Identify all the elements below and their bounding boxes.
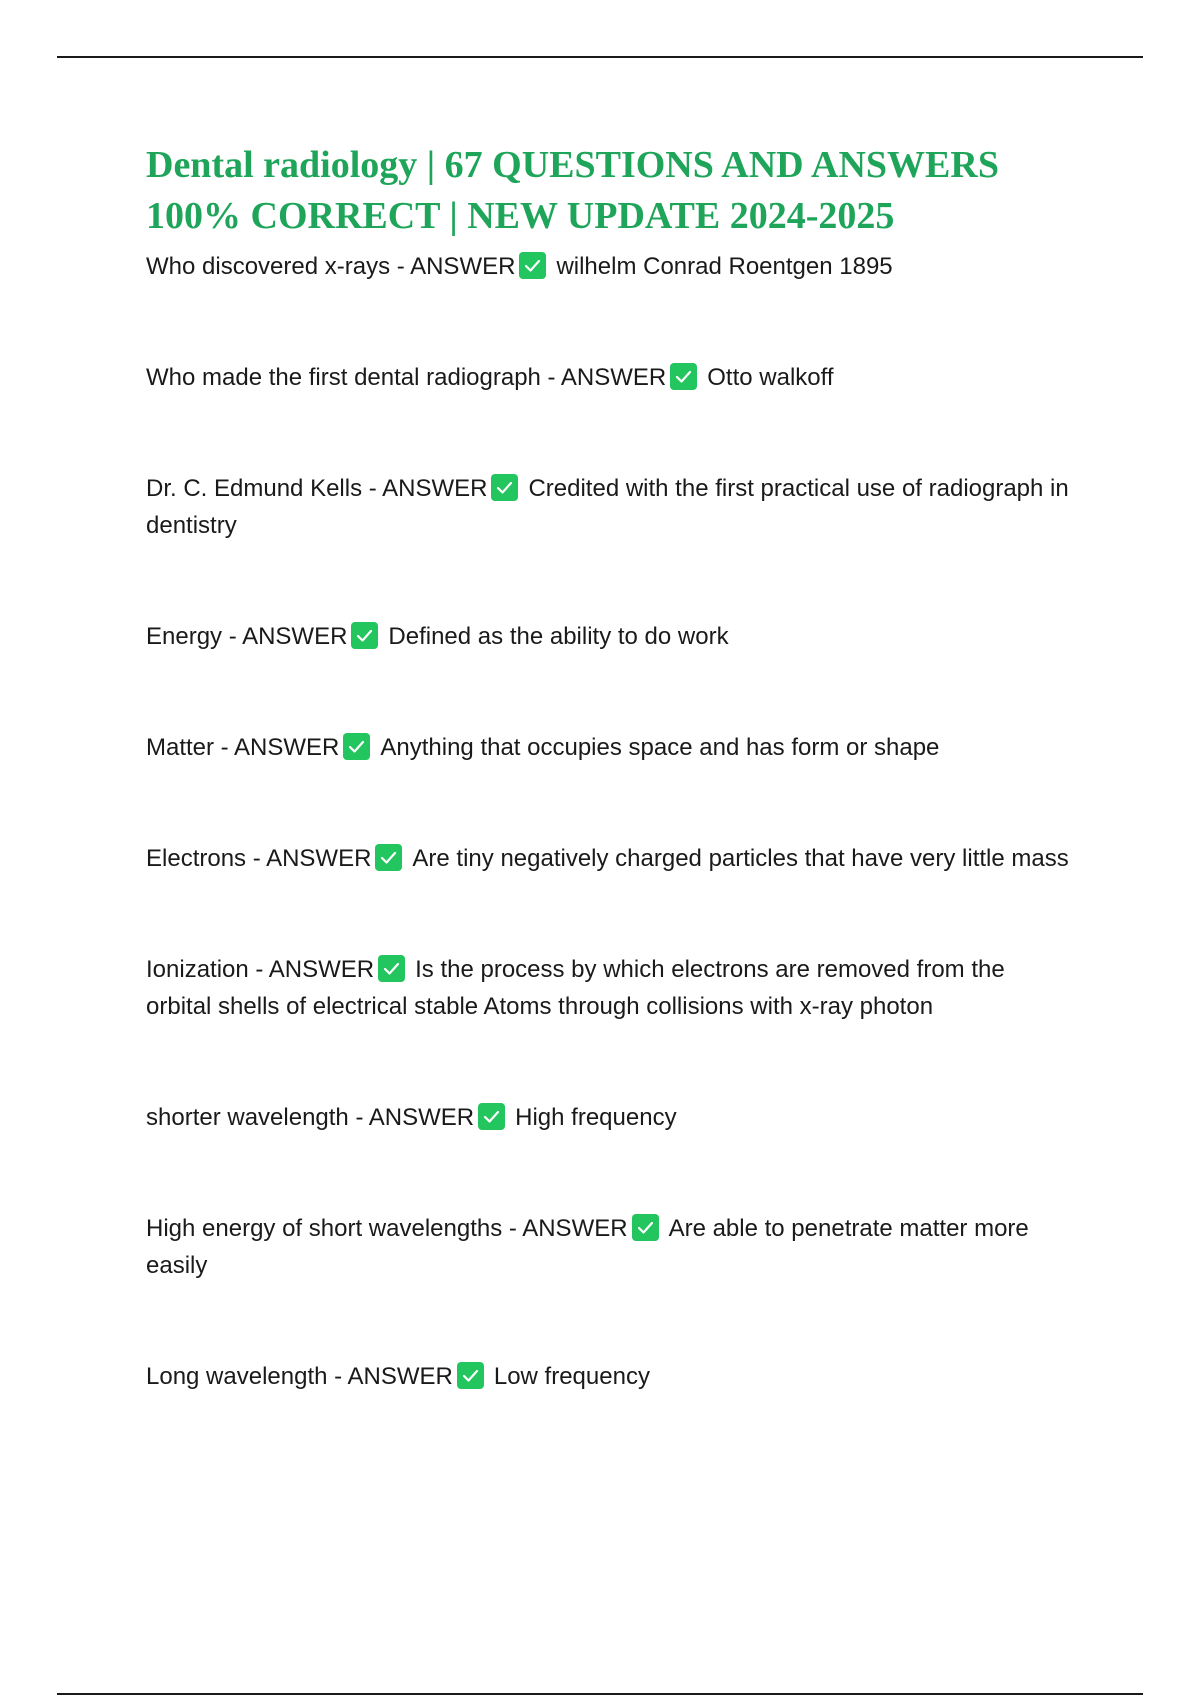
- document-body: [146, 140, 1076, 1469]
- answer-text: Is the process by which electrons are removed from the orbital shells of electrical stable Atoms through collisions with x-ray photon: [146, 956, 1005, 1020]
- answer-text: Are tiny negatively charged particles that have very little mass: [412, 845, 1069, 872]
- separator: -: [214, 734, 235, 761]
- check-mark-icon: [519, 252, 546, 279]
- answer-text: wilhelm Conrad Roentgen 1895: [556, 253, 893, 280]
- question-text: shorter wavelength: [146, 1104, 349, 1131]
- answer-text: Defined as the ability to do work: [388, 623, 729, 650]
- qa-item: [146, 248, 1076, 285]
- answer-label: ANSWER: [242, 623, 348, 650]
- separator: -: [390, 253, 411, 280]
- separator: -: [222, 623, 243, 650]
- qa-item: [146, 1358, 1076, 1395]
- separator: -: [348, 1104, 369, 1131]
- qa-item: [146, 1099, 1076, 1136]
- answer-label: ANSWER: [268, 956, 375, 983]
- question-text: Long wavelength: [146, 1363, 328, 1390]
- question-text: Ionization: [146, 956, 249, 983]
- answer-label: ANSWER: [347, 1363, 453, 1390]
- separator: -: [246, 845, 267, 872]
- answer-text: Otto walkoff: [707, 364, 834, 391]
- answer-label: ANSWER: [522, 1215, 628, 1242]
- check-mark-icon: [378, 955, 405, 982]
- check-mark-icon: [491, 474, 518, 501]
- separator: -: [327, 1363, 348, 1390]
- answer-label: ANSWER: [410, 253, 516, 280]
- check-mark-icon: [343, 733, 370, 760]
- check-mark-icon: [632, 1214, 659, 1241]
- check-mark-icon: [670, 363, 697, 390]
- question-text: Who made the first dental radiograph: [146, 364, 541, 391]
- qa-item: [146, 1210, 1076, 1284]
- answer-label: ANSWER: [382, 475, 488, 502]
- answer-text: Anything that occupies space and has form or shape: [380, 734, 940, 761]
- check-mark-icon: [351, 622, 378, 649]
- answer-label: ANSWER: [266, 845, 372, 872]
- separator: -: [540, 364, 561, 391]
- separator: -: [248, 956, 269, 983]
- answer-text: Low frequency: [493, 1363, 650, 1390]
- question-text: Matter: [146, 734, 215, 761]
- qa-list: [146, 248, 1076, 1395]
- check-mark-icon: [457, 1362, 484, 1389]
- separator: -: [502, 1215, 523, 1242]
- check-mark-icon: [478, 1103, 505, 1130]
- answer-label: ANSWER: [560, 364, 667, 391]
- check-mark-icon: [375, 844, 402, 871]
- bottom-rule: [57, 1693, 1143, 1695]
- answer-text: Are able to penetrate matter more easily: [146, 1215, 1029, 1279]
- answer-text: Credited with the first practical use of radiograph in dentistry: [146, 475, 1069, 539]
- question-text: Dr. C. Edmund Kells: [146, 475, 363, 502]
- qa-item: [146, 840, 1076, 877]
- qa-item: [146, 729, 1076, 766]
- separator: -: [362, 475, 383, 502]
- document-title: Dental radiology | 67 QUESTIONS AND ANSWERS 100% CORRECT | NEW UPDATE 2024-2025: [146, 144, 999, 237]
- question-text: Who discovered x-rays: [146, 253, 391, 280]
- qa-item: [146, 359, 1076, 396]
- question-text: Energy: [146, 623, 223, 650]
- answer-text: High frequency: [515, 1104, 677, 1131]
- question-text: Electrons: [146, 845, 247, 872]
- top-rule: [57, 56, 1143, 58]
- qa-item: [146, 470, 1076, 544]
- qa-item: [146, 951, 1076, 1025]
- question-text: High energy of short wavelengths: [146, 1215, 503, 1242]
- answer-label: ANSWER: [368, 1104, 475, 1131]
- qa-item: [146, 618, 1076, 655]
- answer-label: ANSWER: [234, 734, 340, 761]
